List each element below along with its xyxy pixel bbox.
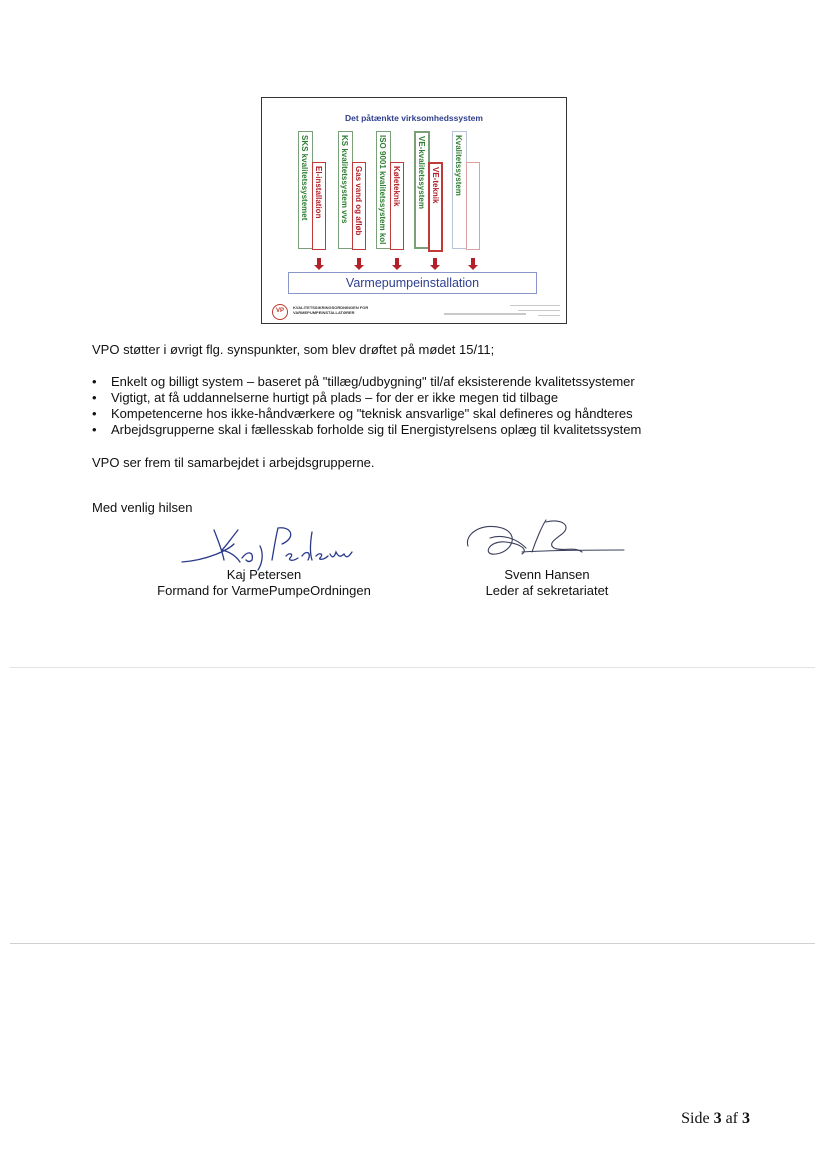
signer-title: Formand for VarmePumpeOrdningen	[157, 583, 371, 598]
down-arrow-icon	[317, 258, 321, 266]
closing-paragraph: VPO ser frem til samarbejdet i arbejdsgrupperne.	[92, 455, 375, 470]
signer-title: Leder af sekretariatet	[485, 583, 609, 598]
column-label: ISO 9001 kvalitetssystem kol	[378, 135, 387, 245]
column-el	[312, 162, 326, 250]
footer-smalltext	[538, 315, 560, 316]
signature-svenn-hansen	[462, 514, 628, 564]
slide-footer	[262, 301, 566, 323]
varmepumpe-box: Varmepumpeinstallation	[288, 272, 537, 294]
column-koel	[390, 162, 404, 250]
slide-figure	[261, 97, 567, 324]
slide-footer-org: KVALITETSSIKRINGSORDNINGEN FOR VARMEPUMPEINSTALLATØRER	[293, 305, 369, 315]
greeting: Med venlig hilsen	[92, 500, 193, 515]
vpo-logo: VP	[272, 304, 288, 320]
divider	[10, 667, 815, 668]
down-arrow-icon	[433, 258, 437, 266]
column-label: KS kvalitetssystem vvs	[340, 135, 349, 224]
footer-smalltext	[510, 305, 560, 306]
down-arrow-icon	[357, 258, 361, 266]
footer-smalltext	[518, 310, 560, 311]
column-kvalitet	[452, 131, 467, 249]
column-label: Kvalitetssystem	[454, 135, 463, 196]
bullet-item: • Arbejdsgrupperne skal i fællesskab forholde sig til Energistyrelsens oplæg til kvalitetssystem	[92, 422, 641, 438]
column-gas	[352, 162, 366, 250]
column-ks	[338, 131, 353, 249]
column-label: VE-teknik	[431, 167, 440, 204]
signature-kaj-petersen	[178, 522, 358, 572]
down-arrow-icon	[471, 258, 475, 266]
page-number: Side 3 af 3	[681, 1110, 750, 1127]
footer-smalltext	[444, 313, 526, 315]
signer-name: Kaj Petersen	[226, 567, 302, 582]
column-blank	[466, 162, 480, 250]
column-label: El-installation	[314, 166, 323, 219]
column-label: Gas vand og afløb	[354, 166, 363, 236]
bullet-item: • Kompetencerne hos ikke-håndværkere og "teknisk ansvarlige" skal defineres og håndteres	[92, 406, 641, 422]
down-arrow-icon	[395, 258, 399, 266]
signature-block-left	[152, 567, 376, 599]
divider	[10, 943, 815, 944]
column-label: Køleteknik	[392, 166, 401, 207]
column-ve-teknik	[428, 162, 443, 252]
column-iso	[376, 131, 391, 249]
bullet-item: • Vigtigt, at få uddannelserne hurtigt på plads – for der er ikke megen tid tilbage	[92, 390, 641, 406]
intro-paragraph: VPO støtter i øvrigt flg. synspunkter, som blev drøftet på mødet 15/11;	[92, 342, 495, 357]
signature-block-right	[462, 567, 632, 599]
bullet-list	[92, 374, 641, 438]
column-label: SKS kvalitetssystemet	[300, 135, 309, 221]
signer-name: Svenn Hansen	[504, 567, 590, 582]
bullet-item: • Enkelt og billigt system – baseret på "tillæg/udbygning" til/af eksisterende kvalitetssystemer	[92, 374, 641, 390]
column-sks	[298, 131, 313, 249]
column-label: VE-kvalitetssystem	[417, 136, 426, 209]
slide-title: Det påtænkte virksomhedssystem	[345, 113, 483, 123]
